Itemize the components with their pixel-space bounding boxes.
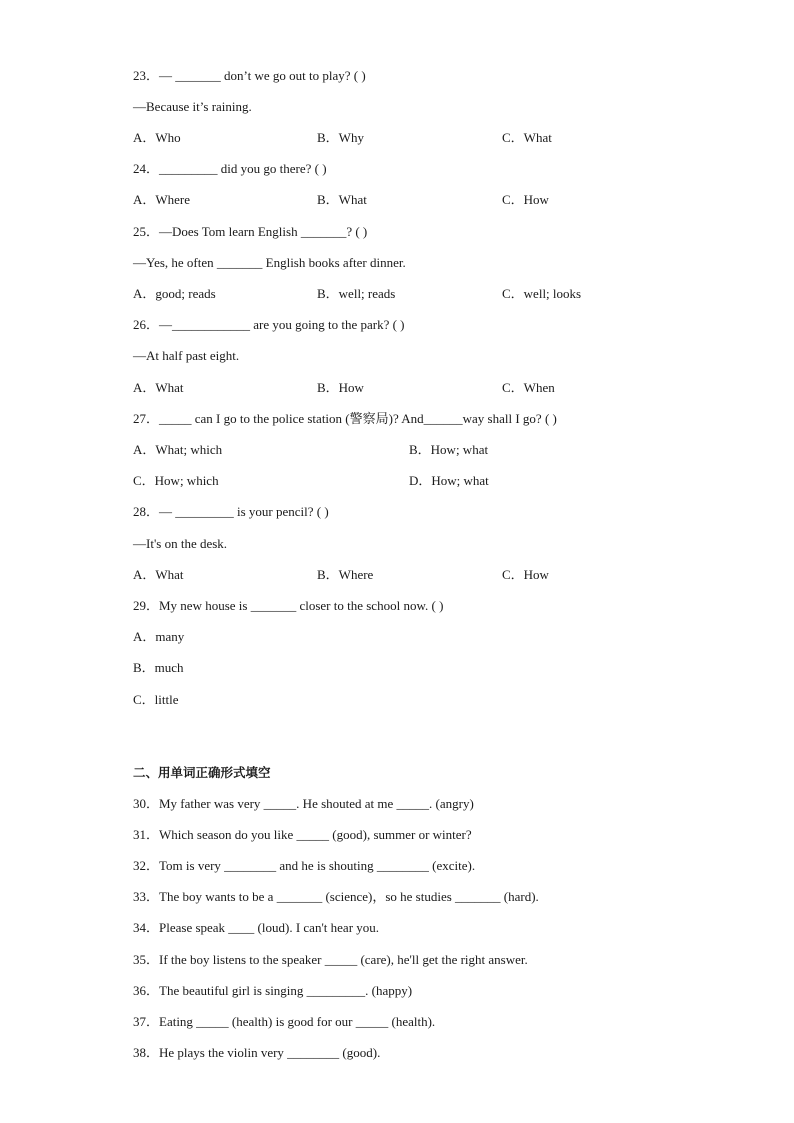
- question-29-option-a: A．many: [133, 629, 185, 644]
- question-27-option-c: C．How; which: [133, 473, 219, 488]
- question-34: 34．Please speak ____ (loud). I can't hear you.: [133, 920, 380, 935]
- question-27-option-b: B．How; what: [409, 442, 489, 457]
- question-23-stem: 23．— _______ don’t we go out to play? ( ): [133, 68, 366, 83]
- question-36: 36．The beautiful girl is singing _________. (happy): [133, 983, 413, 998]
- question-24-option-b: B．What: [317, 192, 367, 207]
- question-24-option-c: C．How: [502, 192, 549, 207]
- question-29-stem: 29．My new house is _______ closer to the school now. ( ): [133, 598, 444, 613]
- question-37: 37．Eating _____ (health) is good for our _____ (health).: [133, 1014, 436, 1029]
- question-26-option-c: C．When: [502, 380, 555, 395]
- question-27-option-d: D．How; what: [409, 473, 489, 488]
- question-26-stem: 26．—____________ are you going to the park? ( ): [133, 317, 405, 332]
- question-31: 31．Which season do you like _____ (good), summer or winter?: [133, 827, 472, 842]
- question-28-option-c: C．How: [502, 567, 549, 582]
- question-27-stem: 27．_____ can I go to the police station (警察局)? And______way shall I go? ( ): [133, 411, 557, 426]
- question-28-option-b: B．Where: [317, 567, 374, 582]
- question-32: 32．Tom is very ________ and he is shouting ________ (excite).: [133, 858, 476, 873]
- question-27-option-a: A．What; which: [133, 442, 223, 457]
- question-25-option-c: C．well; looks: [502, 286, 582, 301]
- question-30: 30．My father was very _____. He shouted at me _____. (angry): [133, 796, 474, 811]
- question-35: 35．If the boy listens to the speaker _____ (care), he'll get the right answer.: [133, 952, 528, 967]
- question-25-reply: —Yes, he often _______ English books after dinner.: [133, 255, 406, 270]
- question-23-option-b: B．Why: [317, 130, 364, 145]
- question-29-option-b: B．much: [133, 660, 184, 675]
- question-25-option-a: A．good; reads: [133, 286, 216, 301]
- section-2-heading: 二、用单词正确形式填空: [133, 765, 271, 780]
- question-24-option-a: A．Where: [133, 192, 191, 207]
- question-26-reply: —At half past eight.: [133, 348, 240, 363]
- question-29-option-c: C．little: [133, 692, 179, 707]
- question-26-option-a: A．What: [133, 380, 184, 395]
- question-23-reply: —Because it’s raining.: [133, 99, 252, 114]
- question-33: 33．The boy wants to be a _______ (science)，so he studies _______ (hard).: [133, 889, 539, 904]
- question-28-stem: 28．— _________ is your pencil? ( ): [133, 504, 329, 519]
- question-23-option-a: A．Who: [133, 130, 181, 145]
- question-25-option-b: B．well; reads: [317, 286, 396, 301]
- question-23-option-c: C．What: [502, 130, 552, 145]
- question-28-option-a: A．What: [133, 567, 184, 582]
- question-26-option-b: B．How: [317, 380, 364, 395]
- question-25-stem: 25．—Does Tom learn English _______? ( ): [133, 224, 368, 239]
- question-38: 38．He plays the violin very ________ (good).: [133, 1045, 381, 1060]
- question-24-stem: 24．_________ did you go there? ( ): [133, 161, 327, 176]
- question-28-reply: —It's on the desk.: [133, 536, 228, 551]
